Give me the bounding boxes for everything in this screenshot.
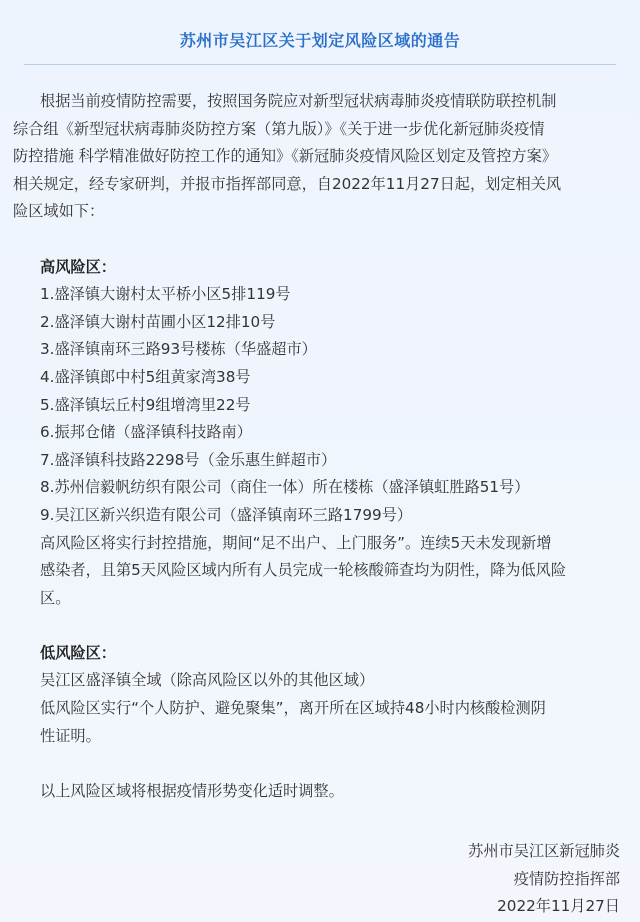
intro-line: 根据当前疫情防控需要，按照国务院应对新型冠状病毒肺炎疫情联防联控机制: [40, 92, 557, 110]
high-risk-list: [40, 281, 618, 529]
title-divider: [24, 64, 616, 65]
high-risk-heading: 高风险区：: [40, 257, 116, 276]
intro-line: 综合组《新型冠状病毒肺炎防控方案（第九版）》《关于进一步优化新冠肺炎疫情: [13, 119, 545, 138]
high-risk-section: [40, 254, 618, 613]
low-risk-area: 吴江区盛泽镇全域（除高风险区以外的其他区域）: [40, 671, 375, 690]
intro-line: 险区域如下：: [13, 202, 105, 221]
list-item: 4.盛泽镇郎中村5组黄家湾38号: [40, 367, 251, 386]
intro-paragraph: [13, 88, 618, 226]
policy-line: 区。: [40, 588, 71, 607]
list-item: 2.盛泽镇大谢村苗圃小区12排10号: [40, 312, 276, 331]
list-item: 8.苏州信毅帆纺织有限公司（商住一体）所在楼栋（盛泽镇虹胜路51号）: [40, 478, 530, 497]
issuer-line-1: 苏州市吴江区新冠肺炎: [468, 842, 620, 860]
list-item: 5.盛泽镇坛丘村9组增湾里22号: [40, 395, 251, 414]
list-item: 9.吴江区新兴织造有限公司（盛泽镇南环三路1799号）: [40, 505, 413, 524]
list-item: 6.振邦仓储（盛泽镇科技路南）: [40, 423, 252, 442]
list-item: 1.盛泽镇大谢村太平桥小区5排119号: [40, 285, 291, 304]
list-item: 7.盛泽镇科技路2298号（金乐惠生鲜超市）: [40, 450, 337, 469]
policy-line: 感染者，且第5天风险区域内所有人员完成一轮核酸筛查均为阴性，降为低风险: [40, 561, 567, 580]
policy-line: 低风险区实行“个人防护、避免聚集”，离开所在区域持48小时内核酸检测阴: [40, 699, 546, 718]
policy-line: 高风险区将实行封控措施，期间“足不出户、上门服务”。连续5天未发现新增: [40, 533, 552, 552]
low-risk-section: [40, 640, 618, 750]
high-risk-policy: [40, 530, 618, 613]
spacer: [40, 226, 618, 254]
low-risk-policy: [40, 695, 618, 750]
issuer-line-2: 疫情防控指挥部: [513, 869, 620, 888]
spacer: [40, 750, 618, 778]
spacer: [40, 612, 618, 640]
signature-block: [468, 838, 620, 921]
intro-line: 相关规定，经专家研判，并报市指挥部同意，自2022年11月27日起，划定相关风: [13, 174, 562, 193]
policy-line: 性证明。: [40, 726, 101, 745]
low-risk-heading: 低风险区：: [40, 643, 116, 662]
intro-line: 防控措施 科学精准做好防控工作的通知》《新冠肺炎疫情风险区划定及管控方案》: [13, 147, 557, 166]
notice-body: [13, 88, 618, 805]
issue-date: 2022年11月27日: [497, 897, 620, 916]
list-item: 3.盛泽镇南环三路93号楼栋（华盛超市）: [40, 340, 317, 359]
closing-statement: 以上风险区域将根据疫情形势变化适时调整。: [40, 781, 344, 800]
page-title: 苏州市吴江区关于划定风险区域的通告: [179, 31, 461, 50]
